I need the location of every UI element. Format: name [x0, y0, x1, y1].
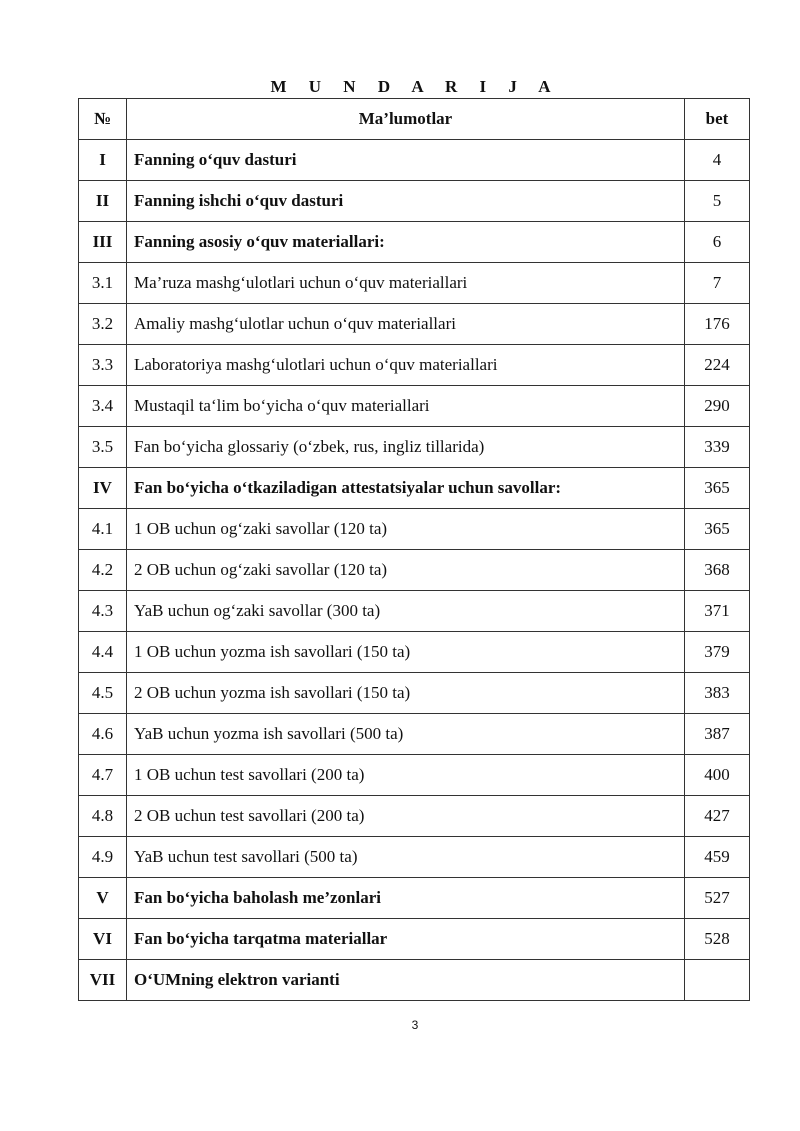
table-row [79, 591, 750, 632]
row-number: IV [79, 468, 127, 509]
row-number: V [79, 878, 127, 919]
table-row [79, 181, 750, 222]
row-page: 459 [685, 837, 750, 878]
row-title: YaB uchun test savollari (500 ta) [127, 837, 685, 878]
table-row [79, 222, 750, 263]
row-number: 4.7 [79, 755, 127, 796]
row-title: Fanning asosiy o‘quv materiallari: [127, 222, 685, 263]
table-row [79, 960, 750, 1001]
row-title: 1 OB uchun yozma ish savollari (150 ta) [127, 632, 685, 673]
row-number: 3.1 [79, 263, 127, 304]
header-contents: Ma’lumotlar [127, 99, 685, 140]
row-number: 3.2 [79, 304, 127, 345]
row-title: Laboratoriya mashg‘ulotlari uchun o‘quv materiallari [127, 345, 685, 386]
row-title: Amaliy mashg‘ulotlar uchun o‘quv materiallari [127, 304, 685, 345]
table-row [79, 673, 750, 714]
row-number: 4.8 [79, 796, 127, 837]
row-number: I [79, 140, 127, 181]
header-number: № [79, 99, 127, 140]
row-title: 2 OB uchun test savollari (200 ta) [127, 796, 685, 837]
table-row [79, 386, 750, 427]
row-number: VII [79, 960, 127, 1001]
row-title: Fanning ishchi o‘quv dasturi [127, 181, 685, 222]
row-page: 400 [685, 755, 750, 796]
row-number: 4.5 [79, 673, 127, 714]
row-page: 528 [685, 919, 750, 960]
row-page: 7 [685, 263, 750, 304]
row-page: 379 [685, 632, 750, 673]
row-number: 4.6 [79, 714, 127, 755]
row-page: 368 [685, 550, 750, 591]
row-page: 339 [685, 427, 750, 468]
row-title: YaB uchun og‘zaki savollar (300 ta) [127, 591, 685, 632]
table-row [79, 796, 750, 837]
row-page: 176 [685, 304, 750, 345]
header-page: bet [685, 99, 750, 140]
row-page: 4 [685, 140, 750, 181]
row-title: Fanning o‘quv dasturi [127, 140, 685, 181]
row-number: 3.4 [79, 386, 127, 427]
row-number: 4.2 [79, 550, 127, 591]
row-number: III [79, 222, 127, 263]
row-title: 1 OB uchun test savollari (200 ta) [127, 755, 685, 796]
row-page: 365 [685, 509, 750, 550]
table-row [79, 550, 750, 591]
row-number: VI [79, 919, 127, 960]
row-page: 427 [685, 796, 750, 837]
row-page: 224 [685, 345, 750, 386]
row-number: II [79, 181, 127, 222]
table-row [79, 345, 750, 386]
page-number: 3 [411, 1018, 419, 1032]
table-row [79, 919, 750, 960]
document-title: M U N D A R I J A [270, 77, 560, 96]
table-of-contents [78, 98, 750, 1001]
table-header-row [79, 99, 750, 140]
row-page: 6 [685, 222, 750, 263]
row-title: O‘UMning elektron varianti [127, 960, 685, 1001]
row-title: 2 OB uchun og‘zaki savollar (120 ta) [127, 550, 685, 591]
row-title: 1 OB uchun og‘zaki savollar (120 ta) [127, 509, 685, 550]
row-page: 371 [685, 591, 750, 632]
row-page: 527 [685, 878, 750, 919]
row-title: Ma’ruza mashg‘ulotlari uchun o‘quv materiallari [127, 263, 685, 304]
row-page: 387 [685, 714, 750, 755]
row-page: 290 [685, 386, 750, 427]
row-number: 4.9 [79, 837, 127, 878]
row-title: Fan bo‘yicha glossariy (o‘zbek, rus, ingliz tillarida) [127, 427, 685, 468]
row-page [685, 960, 750, 1001]
table-row [79, 714, 750, 755]
row-title: Mustaqil ta‘lim bo‘yicha o‘quv materiallari [127, 386, 685, 427]
row-page: 365 [685, 468, 750, 509]
row-number: 4.3 [79, 591, 127, 632]
table-row [79, 509, 750, 550]
row-title: YaB uchun yozma ish savollari (500 ta) [127, 714, 685, 755]
table-row [79, 140, 750, 181]
row-page: 5 [685, 181, 750, 222]
table-row [79, 755, 750, 796]
table-row [79, 304, 750, 345]
row-title: 2 OB uchun yozma ish savollari (150 ta) [127, 673, 685, 714]
row-number: 3.3 [79, 345, 127, 386]
table-row [79, 427, 750, 468]
table-row [79, 263, 750, 304]
table-row [79, 468, 750, 509]
row-number: 3.5 [79, 427, 127, 468]
row-title: Fan bo‘yicha tarqatma materiallar [127, 919, 685, 960]
table-row [79, 837, 750, 878]
table-row [79, 632, 750, 673]
row-number: 4.1 [79, 509, 127, 550]
row-number: 4.4 [79, 632, 127, 673]
row-title: Fan bo‘yicha o‘tkaziladigan attestatsiyalar uchun savollar: [127, 468, 685, 509]
row-title: Fan bo‘yicha baholash me’zonlari [127, 878, 685, 919]
table-row [79, 878, 750, 919]
row-page: 383 [685, 673, 750, 714]
